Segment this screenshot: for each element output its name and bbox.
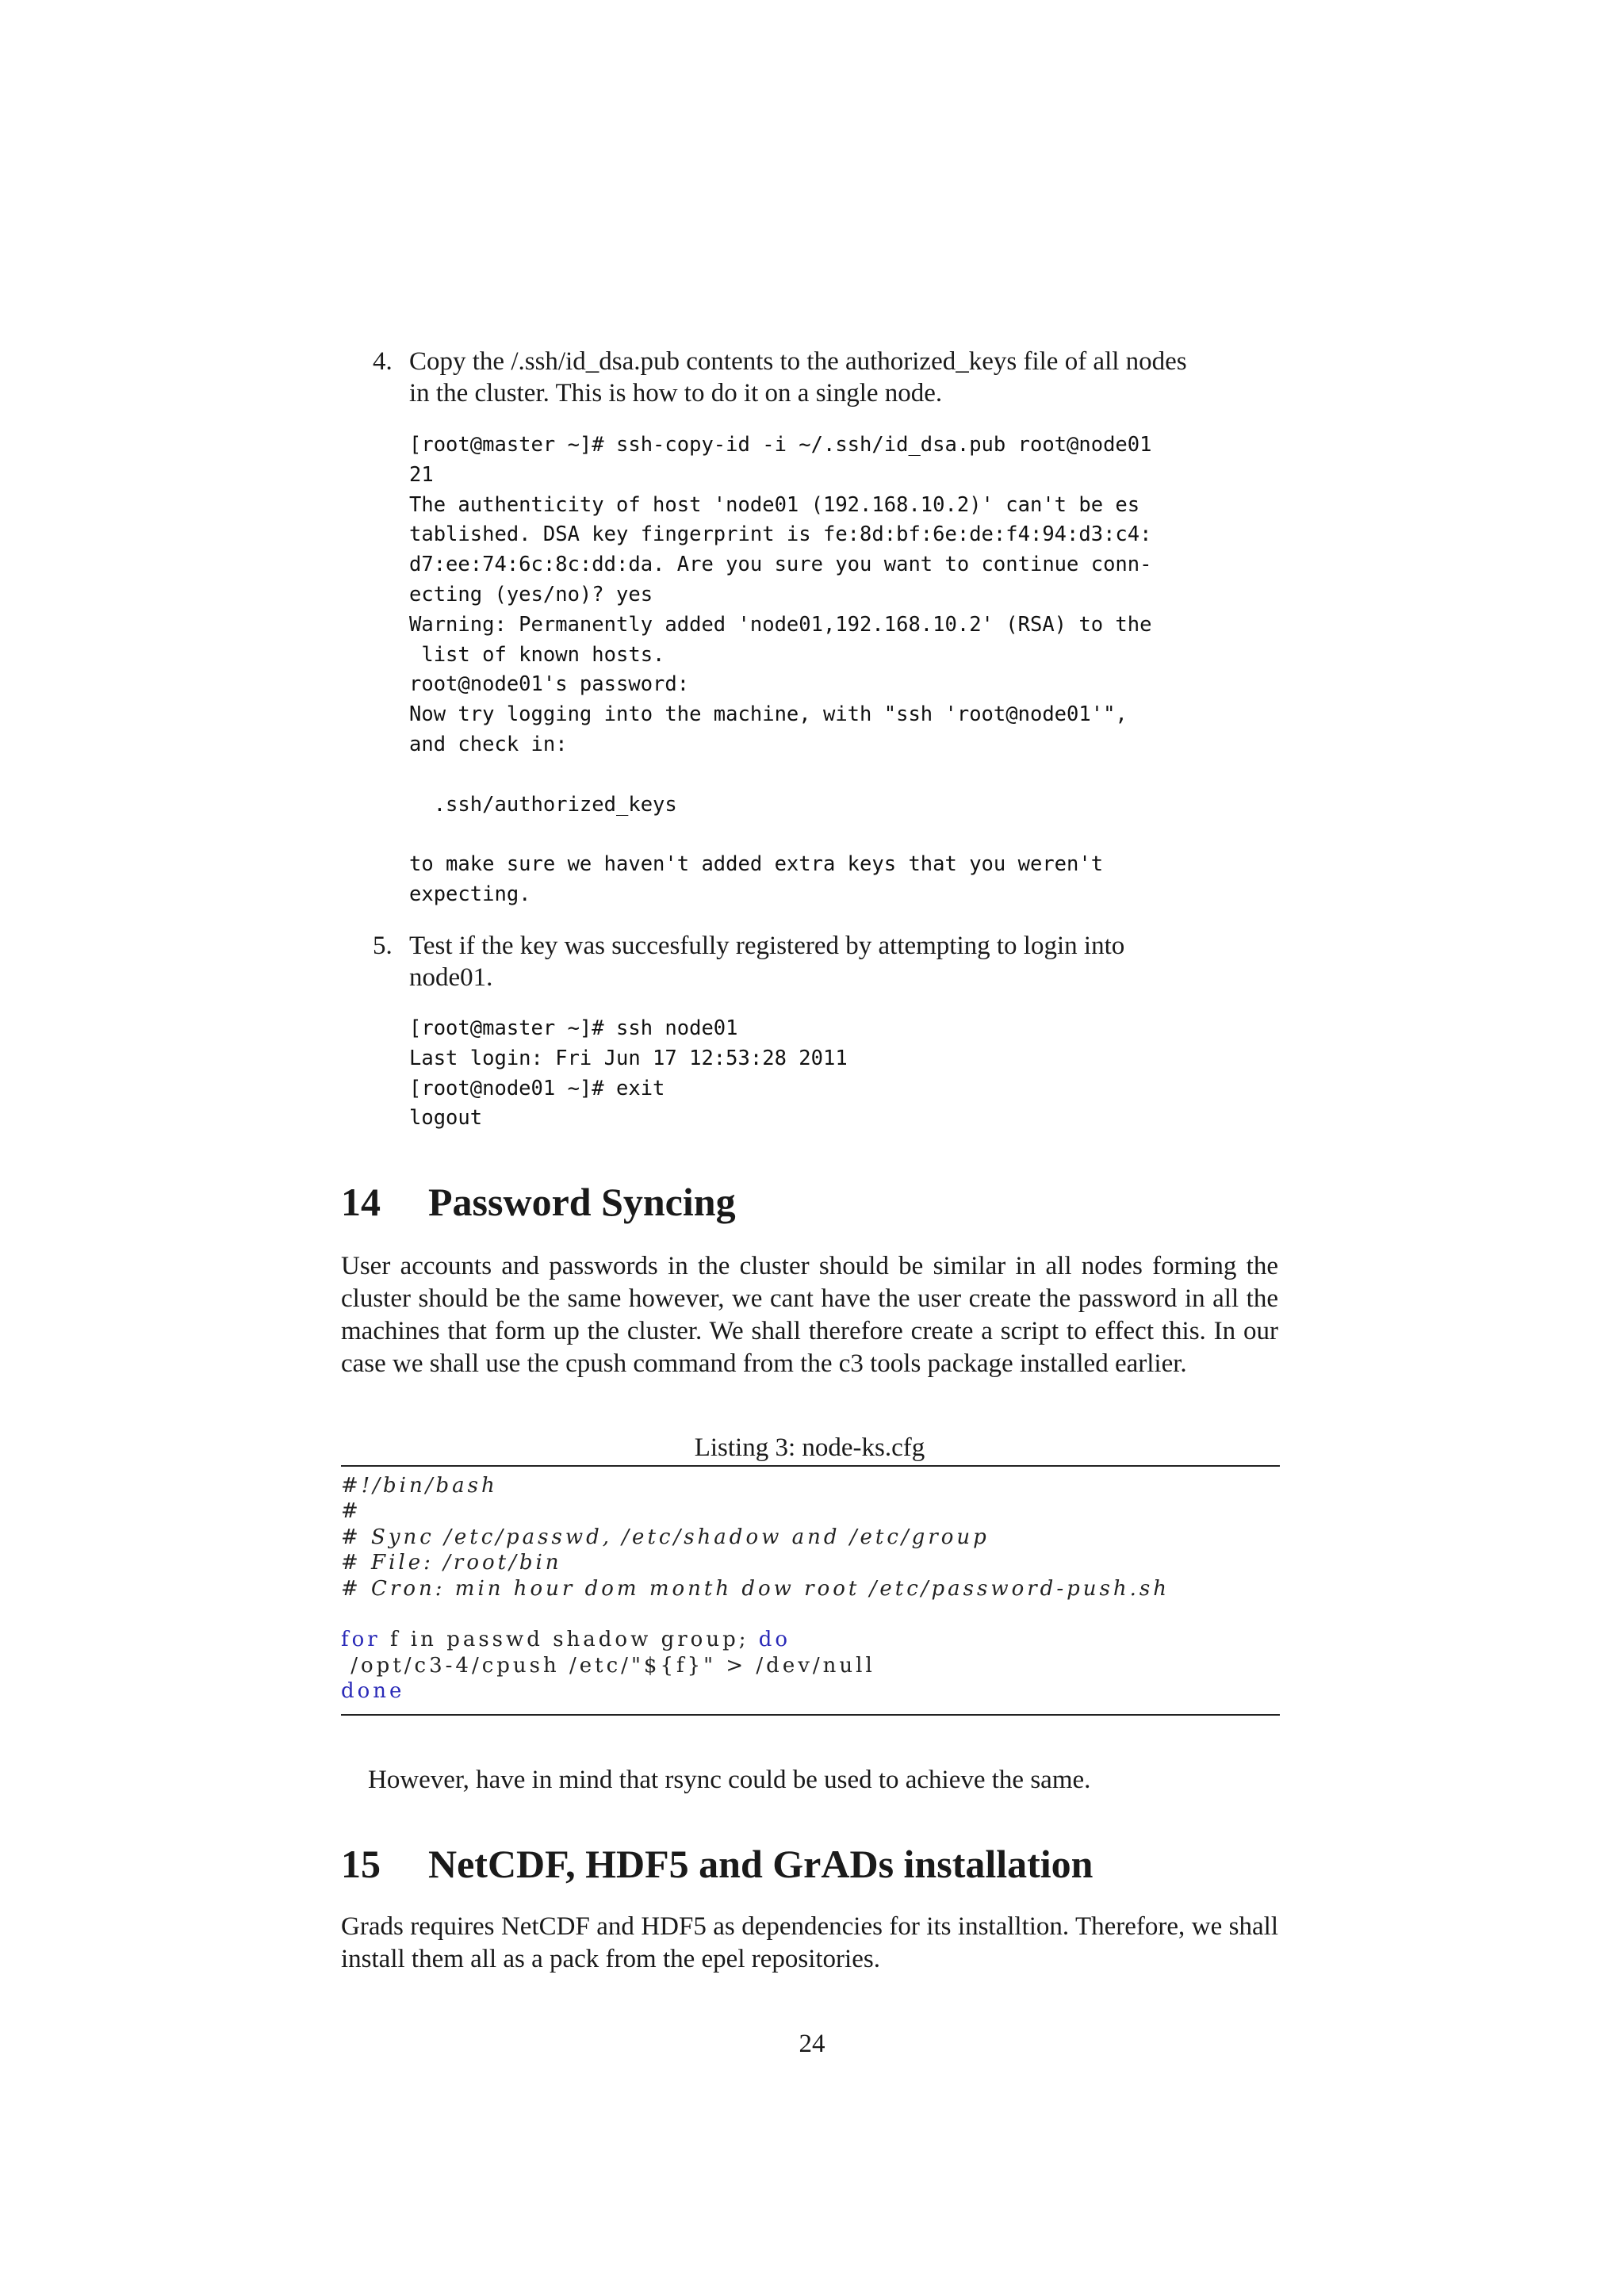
list-item-text-line: Test if the key was succesfully registered by attempting to login into (409, 932, 1125, 960)
code-comment-line: # File: /root/bin (341, 1551, 562, 1575)
page-number: 24 (799, 2030, 825, 2058)
code-keyword: do (758, 1628, 791, 1652)
list-item-number: 5. (373, 932, 393, 960)
code-keyword: for (341, 1628, 381, 1652)
code-keyword: done (341, 1679, 405, 1704)
section-heading-15 (341, 1840, 1093, 1888)
code-blank-line (341, 1601, 1280, 1627)
listing-bottom-rule (341, 1714, 1280, 1716)
code-comment-line: # (341, 1499, 362, 1524)
code-line-command: /opt/c3-4/cpush /etc/"${f}" > /dev/null (341, 1653, 875, 1678)
list-item-text-line: Copy the /.ssh/id_dsa.pub contents to the authorized_keys file of all nodes (409, 347, 1187, 376)
listing-top-rule (341, 1465, 1280, 1467)
code-comment-line: # Sync /etc/passwd, /etc/shadow and /etc/group (341, 1525, 990, 1549)
code-listing (341, 1473, 1280, 1705)
code-line-done (341, 1678, 1280, 1704)
section-14-paragraph: User accounts and passwords in the cluster should be similar in all nodes forming the cluster should be the same however, we cant have the user create the password in all the machines that form up the cluster. We shall therefore create a script to effect this. In our case we shall use the cpush command from the c3 tools package installed earlier. (341, 1252, 1278, 1378)
section-title: NetCDF, HDF5 and GrADs installation (428, 1842, 1094, 1886)
section-heading-14 (341, 1178, 736, 1226)
code-text: f in passwd shadow group; (380, 1628, 759, 1652)
section-15-paragraph: Grads requires NetCDF and HDF5 as dependencies for its installtion. Therefore, we shall install them all as a pack from the epel repositories. (341, 1912, 1278, 1973)
listing-caption: Listing 3: node-ks.cfg (694, 1433, 925, 1462)
section-number: 14 (341, 1180, 381, 1224)
list-item-text-line: in the cluster. This is how to do it on a single node. (409, 379, 943, 408)
list-item-text-line: node01. (409, 963, 493, 992)
terminal-output-ssh-copy-id: [root@master ~]# ssh-copy-id -i ~/.ssh/id_dsa.pub root@node01 21 The authenticity of host 'node01 (192.168.10.2)' can't be es tablished. DSA key fingerprint is fe:8d:bf:6e:de:f4:94:d3:c4: d7:ee:74:6c:8c:dd:da. Are you sure you want to continue conn- ecting (yes/no)? yes Warning: Permanently added 'node01,192.168.10.2' (RSA) to the list of known hosts. root@node01's password: Now try logging into the machine, with "ssh 'root@node01'", and check in: .ssh/authorized_keys to make sure we haven't added extra keys that you weren't expecting. (409, 433, 1152, 906)
terminal-output-ssh-login: [root@master ~]# ssh node01 Last login: Fri Jun 17 12:53:28 2011 [root@node01 ~]# exit logout (409, 1016, 848, 1131)
code-comment-line: # Cron: min hour dom month dow root /etc/password-push.sh (341, 1576, 1170, 1601)
section-number: 15 (341, 1842, 381, 1886)
section-title: Password Syncing (428, 1180, 736, 1224)
code-comment-line: #!/bin/bash (341, 1474, 498, 1498)
code-line-for (341, 1627, 1280, 1652)
after-listing-paragraph: However, have in mind that rsync could be used to achieve the same. (368, 1766, 1091, 1794)
list-item-number: 4. (373, 347, 393, 376)
